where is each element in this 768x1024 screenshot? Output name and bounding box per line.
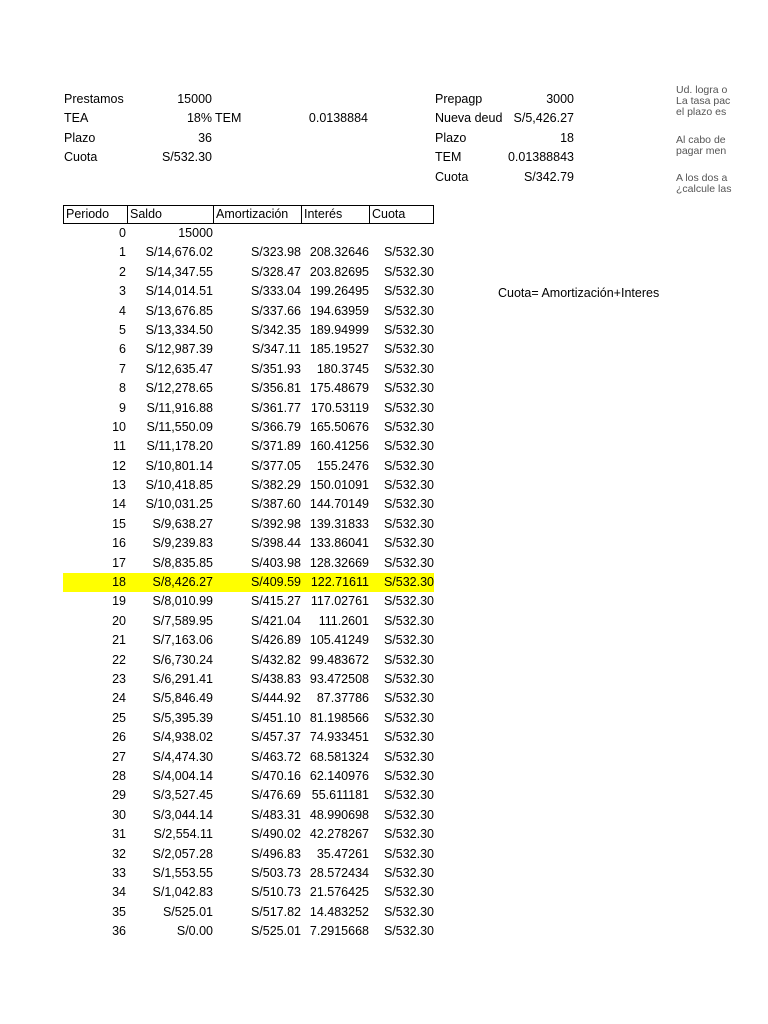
cell-interes: 139.31833 bbox=[309, 516, 369, 531]
cell-interes: 87.37786 bbox=[316, 691, 369, 706]
cell-interes: 93.472508 bbox=[309, 671, 369, 686]
value-tem-2: 0.01388843 bbox=[507, 150, 574, 164]
cell-interes: 81.198566 bbox=[309, 710, 369, 725]
cell-cuota: S/532.30 bbox=[383, 575, 434, 590]
cell-interes: 199.26495 bbox=[309, 284, 369, 299]
cell-periodo: 6 bbox=[119, 342, 126, 357]
cell-periodo: 27 bbox=[112, 749, 126, 764]
cell-cuota: S/532.30 bbox=[383, 303, 434, 318]
note-line: Ud. logra o bbox=[676, 85, 728, 96]
note-line: Al cabo de bbox=[676, 135, 726, 146]
cell-periodo: 15 bbox=[112, 516, 126, 531]
cell-saldo: S/3,044.14 bbox=[152, 807, 213, 822]
cell-amortizacion: S/470.16 bbox=[250, 768, 301, 783]
table-row bbox=[63, 631, 434, 650]
table-row bbox=[63, 612, 434, 631]
formula-text: Cuota= Amortización+Interes bbox=[498, 286, 660, 300]
cell-periodo: 31 bbox=[112, 827, 126, 842]
cell-cuota: S/532.30 bbox=[383, 885, 434, 900]
table-row bbox=[63, 689, 434, 708]
cell-amortizacion: S/451.10 bbox=[250, 710, 301, 725]
cell-amortizacion: S/323.98 bbox=[250, 245, 301, 260]
table-row bbox=[63, 340, 434, 359]
cell-saldo: S/2,554.11 bbox=[153, 827, 213, 842]
table-row bbox=[63, 903, 434, 922]
cell-cuota: S/532.30 bbox=[383, 827, 434, 842]
cell-interes: 185.19527 bbox=[309, 342, 369, 357]
note-line: A los dos a bbox=[676, 173, 728, 184]
cell-amortizacion: S/432.82 bbox=[250, 652, 301, 667]
cell-periodo: 2 bbox=[119, 264, 126, 279]
cell-amortizacion: S/398.44 bbox=[250, 536, 301, 551]
cell-periodo: 20 bbox=[112, 613, 126, 628]
cell-amortizacion: S/438.83 bbox=[250, 671, 301, 686]
cell-periodo: 30 bbox=[112, 807, 126, 822]
cell-cuota: S/532.30 bbox=[383, 264, 434, 279]
cell-saldo: S/8,835.85 bbox=[152, 555, 213, 570]
cell-interes: 42.278267 bbox=[309, 827, 369, 842]
cell-interes: 117.02761 bbox=[310, 594, 369, 609]
table-row bbox=[63, 515, 434, 534]
cell-periodo: 17 bbox=[112, 555, 126, 570]
note-line: el plazo es bbox=[676, 107, 727, 118]
cell-amortizacion: S/409.59 bbox=[250, 575, 301, 590]
cell-periodo: 22 bbox=[112, 652, 126, 667]
cell-interes: 133.86041 bbox=[309, 536, 369, 551]
value-cuota-2: S/342.79 bbox=[523, 170, 574, 184]
cell-interes: 21.576425 bbox=[309, 885, 369, 900]
table-row bbox=[63, 282, 434, 301]
cell-interes: 128.32669 bbox=[309, 555, 369, 570]
cell-cuota: S/532.30 bbox=[383, 400, 434, 415]
table-row bbox=[63, 476, 434, 495]
cell-amortizacion: S/426.89 bbox=[250, 633, 301, 648]
note-line: pagar men bbox=[676, 146, 727, 157]
table-row bbox=[63, 845, 434, 864]
table-row bbox=[63, 709, 434, 728]
cell-interes: 74.933451 bbox=[309, 730, 369, 745]
table-row bbox=[63, 399, 434, 418]
cell-saldo: S/14,014.51 bbox=[145, 284, 213, 299]
table-row bbox=[63, 321, 434, 340]
value-plazo: 36 bbox=[198, 131, 212, 145]
cell-cuota: S/532.30 bbox=[383, 381, 434, 396]
cell-interes: 28.572434 bbox=[309, 865, 369, 880]
value-prestamos: 15000 bbox=[177, 92, 212, 106]
cell-amortizacion: S/351.93 bbox=[250, 361, 301, 376]
cell-amortizacion: S/337.66 bbox=[250, 303, 301, 318]
cell-interes: 35.47261 bbox=[316, 846, 369, 861]
table-row bbox=[63, 379, 434, 398]
table-row bbox=[63, 670, 434, 689]
cell-saldo: S/7,589.95 bbox=[152, 613, 213, 628]
cell-cuota: S/532.30 bbox=[383, 497, 434, 512]
cell-saldo: S/4,938.02 bbox=[152, 730, 213, 745]
cell-amortizacion: S/356.81 bbox=[250, 381, 301, 396]
cell-saldo: S/9,638.27 bbox=[152, 516, 213, 531]
table-row bbox=[63, 728, 434, 747]
cell-periodo: 26 bbox=[112, 730, 126, 745]
label-plazo-2: Plazo bbox=[435, 131, 467, 145]
note-line: La tasa pac bbox=[676, 96, 731, 107]
table-row bbox=[63, 224, 434, 243]
cell-periodo: 13 bbox=[112, 478, 126, 493]
cell-saldo: S/2,057.28 bbox=[152, 846, 213, 861]
table-row bbox=[63, 806, 434, 825]
cell-cuota: S/532.30 bbox=[383, 419, 434, 434]
cell-cuota: S/532.30 bbox=[383, 788, 434, 803]
cell-periodo: 4 bbox=[119, 303, 126, 318]
cell-periodo: 36 bbox=[112, 924, 126, 939]
cell-cuota: S/532.30 bbox=[383, 245, 434, 260]
header-amortizacion: Amortización bbox=[213, 205, 301, 224]
cell-periodo: 0 bbox=[119, 226, 126, 240]
cell-interes: 175.48679 bbox=[309, 381, 369, 396]
table-row bbox=[63, 457, 434, 476]
cell-interes: 111.2601 bbox=[318, 613, 369, 628]
cell-interes: 99.483672 bbox=[309, 652, 369, 667]
label-nueva-deuda: Nueva deud bbox=[435, 111, 502, 125]
cell-cuota: S/532.30 bbox=[383, 284, 434, 299]
cell-interes: 160.41256 bbox=[309, 439, 369, 454]
cell-saldo: S/9,239.83 bbox=[152, 536, 213, 551]
cell-cuota: S/532.30 bbox=[383, 439, 434, 454]
table-row bbox=[63, 748, 434, 767]
value-prepago: 3000 bbox=[546, 92, 574, 106]
table-body bbox=[63, 224, 434, 941]
cell-amortizacion: S/403.98 bbox=[250, 555, 301, 570]
cell-periodo: 28 bbox=[112, 768, 126, 783]
cell-interes: 68.581324 bbox=[309, 749, 369, 764]
label-cuota-2: Cuota bbox=[435, 170, 469, 184]
cell-saldo: 15000 bbox=[178, 226, 213, 240]
table-row bbox=[63, 495, 434, 514]
label-tem: TEM bbox=[215, 111, 242, 125]
label-cuota: Cuota bbox=[64, 150, 98, 164]
cell-cuota: S/532.30 bbox=[383, 536, 434, 551]
cell-periodo: 7 bbox=[119, 361, 126, 376]
cell-periodo: 25 bbox=[112, 710, 126, 725]
cell-saldo: S/0.00 bbox=[176, 924, 213, 939]
cell-cuota: S/532.30 bbox=[383, 478, 434, 493]
cell-periodo: 10 bbox=[112, 419, 126, 434]
cell-periodo: 21 bbox=[112, 633, 126, 648]
cell-cuota: S/532.30 bbox=[383, 710, 434, 725]
cell-saldo: S/5,395.39 bbox=[152, 710, 213, 725]
label-plazo: Plazo bbox=[64, 131, 96, 145]
cell-saldo: S/1,553.55 bbox=[152, 865, 213, 880]
cell-amortizacion: S/392.98 bbox=[250, 516, 301, 531]
cell-amortizacion: S/457.37 bbox=[250, 730, 301, 745]
table-row bbox=[63, 767, 434, 786]
cell-interes: 144.70149 bbox=[309, 497, 369, 512]
cell-saldo: S/6,730.24 bbox=[152, 652, 213, 667]
cell-periodo: 16 bbox=[112, 536, 126, 551]
cell-saldo: S/12,635.47 bbox=[145, 361, 213, 376]
cell-amortizacion: S/510.73 bbox=[250, 885, 301, 900]
cell-amortizacion: S/347.11 bbox=[251, 342, 301, 357]
cell-periodo: 3 bbox=[119, 284, 126, 299]
value-cuota: S/532.30 bbox=[161, 150, 212, 164]
table-row bbox=[63, 786, 434, 805]
cell-cuota: S/532.30 bbox=[383, 594, 434, 609]
cell-interes: 189.94999 bbox=[309, 322, 369, 337]
cell-interes: 7.2915668 bbox=[309, 924, 369, 939]
cell-cuota: S/532.30 bbox=[383, 730, 434, 745]
cell-amortizacion: S/496.83 bbox=[250, 846, 301, 861]
cell-periodo: 1 bbox=[119, 245, 126, 260]
cell-amortizacion: S/333.04 bbox=[250, 284, 301, 299]
table-row bbox=[63, 554, 434, 573]
cell-interes: 208.32646 bbox=[309, 245, 369, 260]
cell-cuota: S/532.30 bbox=[383, 342, 434, 357]
cell-saldo: S/12,987.39 bbox=[145, 342, 213, 357]
cell-cuota: S/532.30 bbox=[383, 652, 434, 667]
header-periodo: Periodo bbox=[63, 205, 127, 224]
cell-amortizacion: S/490.02 bbox=[250, 827, 301, 842]
label-prepago: Prepagp bbox=[435, 92, 483, 106]
cell-cuota: S/532.30 bbox=[383, 361, 434, 376]
cell-amortizacion: S/503.73 bbox=[250, 865, 301, 880]
cell-interes: 165.50676 bbox=[309, 419, 369, 434]
cell-interes: 203.82695 bbox=[309, 264, 369, 279]
value-plazo-2: 18 bbox=[560, 131, 574, 145]
cell-amortizacion: S/366.79 bbox=[250, 419, 301, 434]
cell-interes: 55.611181 bbox=[311, 788, 369, 803]
cell-saldo: S/13,676.85 bbox=[145, 303, 213, 318]
cell-saldo: S/11,550.09 bbox=[146, 419, 213, 434]
cell-saldo: S/6,291.41 bbox=[152, 671, 213, 686]
table-header bbox=[63, 205, 434, 224]
table-row bbox=[63, 302, 434, 321]
cell-interes: 105.41249 bbox=[309, 633, 369, 648]
cell-cuota: S/532.30 bbox=[383, 458, 434, 473]
cell-periodo: 33 bbox=[112, 865, 126, 880]
table-row-highlighted bbox=[63, 573, 434, 592]
cell-saldo: S/4,474.30 bbox=[152, 749, 213, 764]
cell-cuota: S/532.30 bbox=[383, 516, 434, 531]
cell-cuota: S/532.30 bbox=[383, 865, 434, 880]
cell-amortizacion: S/415.27 bbox=[250, 594, 301, 609]
cell-periodo: 35 bbox=[112, 904, 126, 919]
cell-interes: 48.990698 bbox=[309, 807, 369, 822]
cell-interes: 194.63959 bbox=[309, 303, 369, 318]
table-row bbox=[63, 864, 434, 883]
table-row bbox=[63, 418, 434, 437]
cell-interes: 62.140976 bbox=[309, 768, 369, 783]
cell-saldo: S/14,347.55 bbox=[145, 264, 213, 279]
cell-saldo: S/10,031.25 bbox=[145, 497, 213, 512]
table-row bbox=[63, 243, 434, 262]
table-row bbox=[63, 825, 434, 844]
header-saldo: Saldo bbox=[127, 205, 213, 224]
table-row bbox=[63, 592, 434, 611]
cell-periodo: 24 bbox=[112, 691, 126, 706]
cell-periodo: 9 bbox=[119, 400, 126, 415]
table-row bbox=[63, 922, 434, 941]
note-line: ¿calcule las bbox=[676, 184, 732, 195]
value-tem: 0.0138884 bbox=[308, 111, 368, 125]
cell-amortizacion: S/328.47 bbox=[250, 264, 301, 279]
cell-saldo: S/5,846.49 bbox=[152, 691, 213, 706]
cell-amortizacion: S/463.72 bbox=[250, 749, 301, 764]
cell-saldo: S/4,004.14 bbox=[152, 768, 213, 783]
cell-saldo: S/1,042.83 bbox=[152, 885, 213, 900]
cell-cuota: S/532.30 bbox=[383, 633, 434, 648]
cell-periodo: 29 bbox=[112, 788, 126, 803]
amortization-table bbox=[63, 205, 434, 941]
label-tea: TEA bbox=[64, 111, 89, 125]
cell-periodo: 19 bbox=[112, 594, 126, 609]
cell-periodo: 34 bbox=[112, 885, 126, 900]
cell-cuota: S/532.30 bbox=[383, 807, 434, 822]
cell-saldo: S/12,278.65 bbox=[145, 381, 213, 396]
cell-amortizacion: S/361.77 bbox=[250, 400, 301, 415]
table-row bbox=[63, 437, 434, 456]
cell-saldo: S/10,418.85 bbox=[145, 478, 213, 493]
cell-periodo: 12 bbox=[112, 458, 126, 473]
cell-saldo: S/13,334.50 bbox=[145, 322, 213, 337]
cell-amortizacion: S/371.89 bbox=[250, 439, 301, 454]
cell-interes: 122.71611 bbox=[310, 575, 369, 590]
value-nueva-deuda: S/5,426.27 bbox=[513, 111, 574, 125]
cell-periodo: 18 bbox=[112, 575, 126, 590]
cell-amortizacion: S/421.04 bbox=[250, 613, 301, 628]
cell-amortizacion: S/377.05 bbox=[250, 458, 301, 473]
cell-periodo: 14 bbox=[112, 497, 126, 512]
label-prestamos: Prestamos bbox=[64, 92, 124, 106]
cell-periodo: 32 bbox=[112, 846, 126, 861]
cell-amortizacion: S/483.31 bbox=[250, 807, 301, 822]
cell-cuota: S/532.30 bbox=[383, 749, 434, 764]
table-row bbox=[63, 263, 434, 282]
cell-cuota: S/532.30 bbox=[383, 691, 434, 706]
cell-amortizacion: S/476.69 bbox=[250, 788, 301, 803]
cell-amortizacion: S/525.01 bbox=[250, 924, 301, 939]
cell-saldo: S/8,010.99 bbox=[152, 594, 213, 609]
cell-amortizacion: S/517.82 bbox=[250, 904, 301, 919]
table-row bbox=[63, 360, 434, 379]
cell-cuota: S/532.30 bbox=[383, 671, 434, 686]
cell-cuota: S/532.30 bbox=[383, 555, 434, 570]
cell-cuota: S/532.30 bbox=[383, 322, 434, 337]
cell-saldo: S/8,426.27 bbox=[152, 575, 213, 590]
cell-periodo: 23 bbox=[112, 671, 126, 686]
value-tea: 18% bbox=[186, 111, 212, 125]
header-interes: Interés bbox=[301, 205, 369, 224]
label-tem-2: TEM bbox=[435, 150, 462, 164]
cell-interes: 170.53119 bbox=[310, 400, 369, 415]
cell-saldo: S/3,527.45 bbox=[152, 788, 213, 803]
cell-saldo: S/7,163.06 bbox=[152, 633, 213, 648]
cell-cuota: S/532.30 bbox=[383, 846, 434, 861]
cell-periodo: 8 bbox=[119, 381, 126, 396]
cell-interes: 155.2476 bbox=[316, 458, 369, 473]
table-row bbox=[63, 651, 434, 670]
table-row bbox=[63, 534, 434, 553]
cell-amortizacion: S/444.92 bbox=[250, 691, 301, 706]
cell-cuota: S/532.30 bbox=[383, 924, 434, 939]
cell-saldo: S/14,676.02 bbox=[145, 245, 213, 260]
cell-interes: 180.3745 bbox=[316, 361, 369, 376]
cell-amortizacion: S/387.60 bbox=[250, 497, 301, 512]
cell-interes: 150.01091 bbox=[309, 478, 369, 493]
header-cuota: Cuota bbox=[369, 205, 434, 224]
cell-cuota: S/532.30 bbox=[383, 768, 434, 783]
cell-amortizacion: S/382.29 bbox=[250, 478, 301, 493]
cell-interes: 14.483252 bbox=[309, 904, 369, 919]
cell-saldo: S/525.01 bbox=[162, 904, 213, 919]
cell-periodo: 11 bbox=[113, 439, 126, 454]
cell-cuota: S/532.30 bbox=[383, 904, 434, 919]
cell-saldo: S/10,801.14 bbox=[145, 458, 213, 473]
cell-amortizacion: S/342.35 bbox=[250, 322, 301, 337]
cell-saldo: S/11,178.20 bbox=[146, 439, 213, 454]
cell-periodo: 5 bbox=[119, 322, 126, 337]
cell-cuota: S/532.30 bbox=[383, 613, 434, 628]
table-row bbox=[63, 883, 434, 902]
cell-saldo: S/11,916.88 bbox=[146, 400, 213, 415]
